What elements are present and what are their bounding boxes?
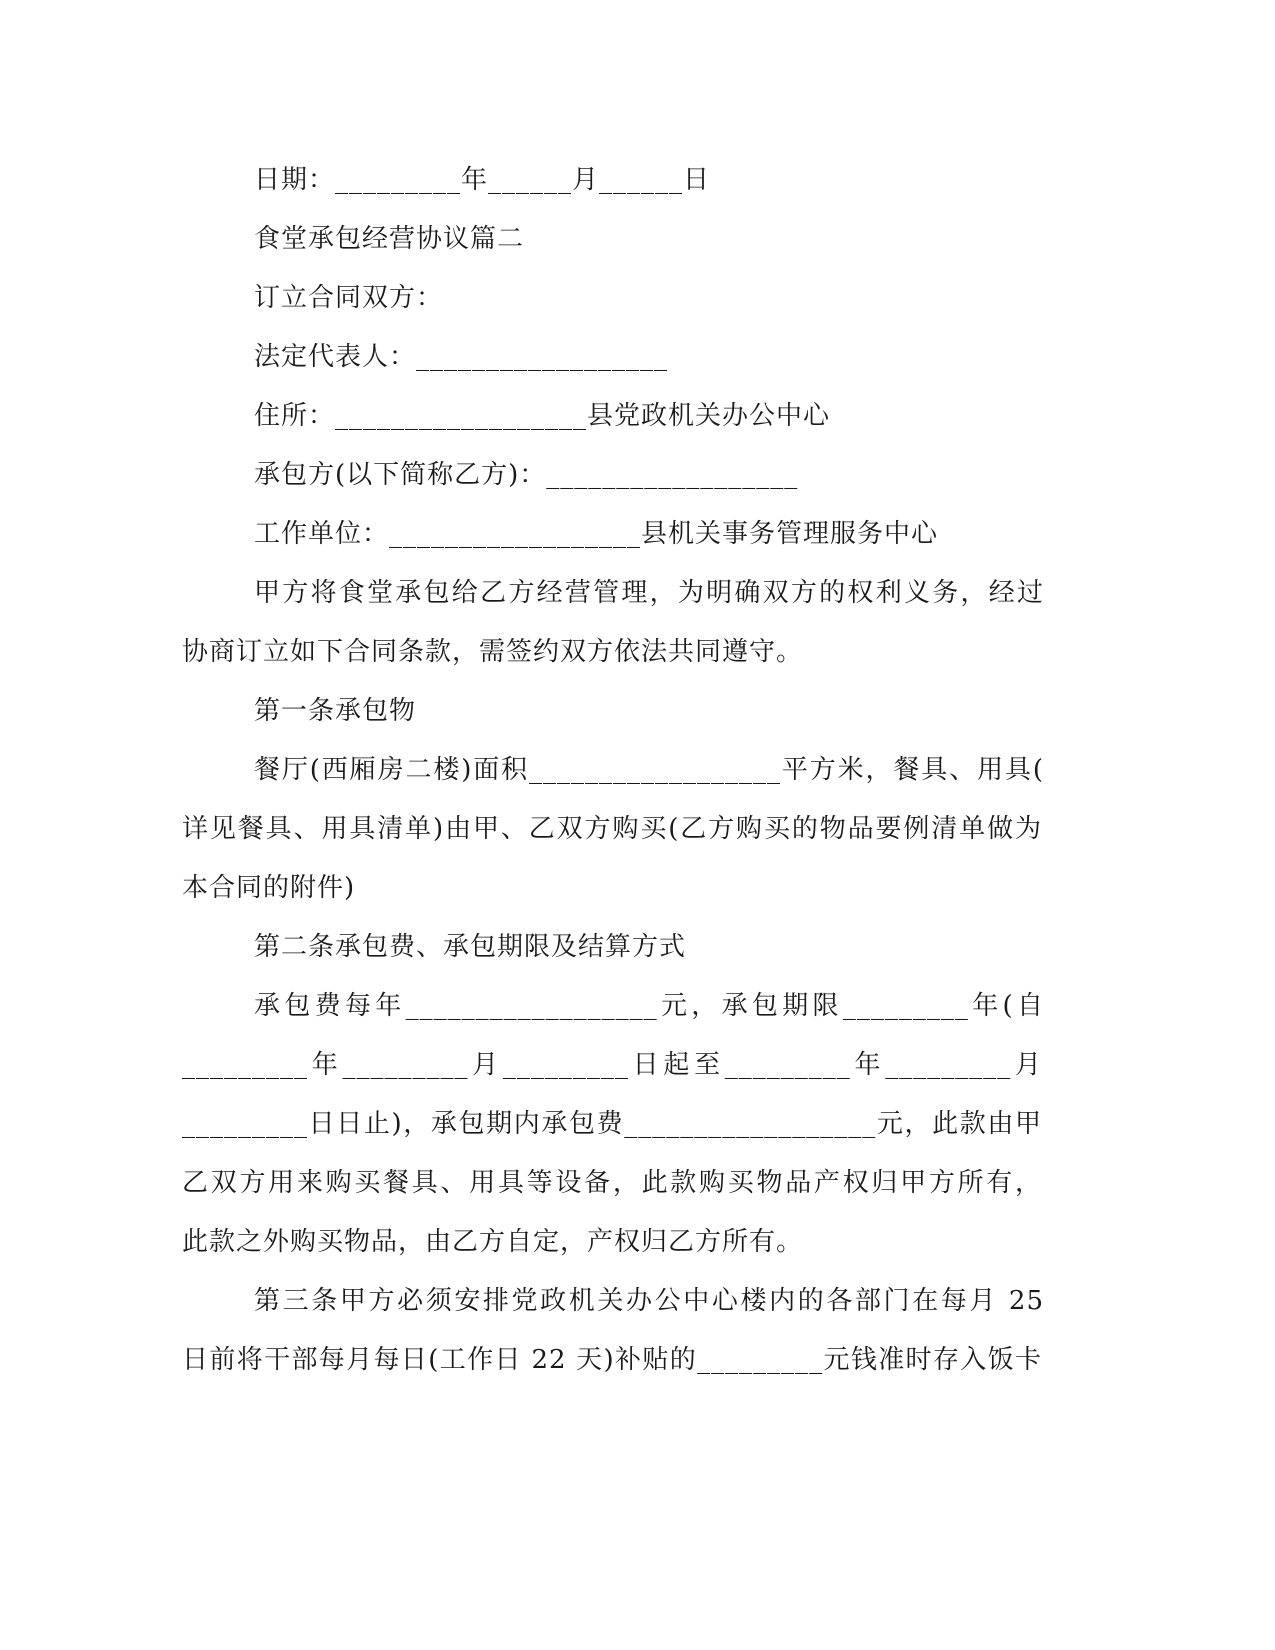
article-2-line-3: _________日日止)，承包期内承包费__________________元，此款由甲 xyxy=(182,1109,1042,1139)
article-2-title: 第二条承包费、承包期限及结算方式 xyxy=(254,932,687,962)
article-2-line-2: _________年_________月_________日起至_________年_________月 xyxy=(182,1050,1042,1080)
contractor-line: 承包方(以下简称乙方)：__________________ xyxy=(254,460,799,490)
intro-paragraph-line-2: 协商订立如下合同条款，需签约双方依法共同遵守。 xyxy=(182,637,804,667)
intro-paragraph-line-1: 甲方将食堂承包给乙方经营管理，为明确双方的权利义务，经过 xyxy=(254,578,1044,608)
work-unit-line: 工作单位：__________________县机关事务管理服务中心 xyxy=(254,519,939,549)
date-line: 日期：_________年______月______日 xyxy=(254,165,711,195)
parties-heading: 订立合同双方： xyxy=(254,283,444,313)
article-1-line-2: 详见餐具、用具清单)由甲、乙双方购买(乙方购买的物品要例清单做为 xyxy=(182,814,1042,844)
article-1-title: 第一条承包物 xyxy=(254,696,417,726)
article-1-line-1: 餐厅(西厢房二楼)面积__________________平方米，餐具、用具( xyxy=(254,755,1044,785)
article-3-line-2: 日前将干部每月每日(工作日 22 天)补贴的_________元钱准时存入饭卡 xyxy=(182,1345,1042,1375)
article-1-line-3: 本合同的附件) xyxy=(182,873,356,903)
article-3-line-1: 第三条甲方必须安排党政机关办公中心楼内的各部门在每月 25 xyxy=(254,1286,1044,1316)
legal-representative-line: 法定代表人：__________________ xyxy=(254,342,669,372)
article-2-line-5: 此款之外购买物品，由乙方自定，产权归乙方所有。 xyxy=(182,1227,804,1257)
article-2-line-1: 承包费每年__________________元，承包期限_________年(自 xyxy=(254,991,1044,1021)
address-line: 住所：__________________县党政机关办公中心 xyxy=(254,401,831,431)
section-title: 食堂承包经营协议篇二 xyxy=(254,224,525,254)
article-2-line-4: 乙双方用来购买餐具、用具等设备，此款购买物品产权归甲方所有， xyxy=(182,1168,1042,1198)
